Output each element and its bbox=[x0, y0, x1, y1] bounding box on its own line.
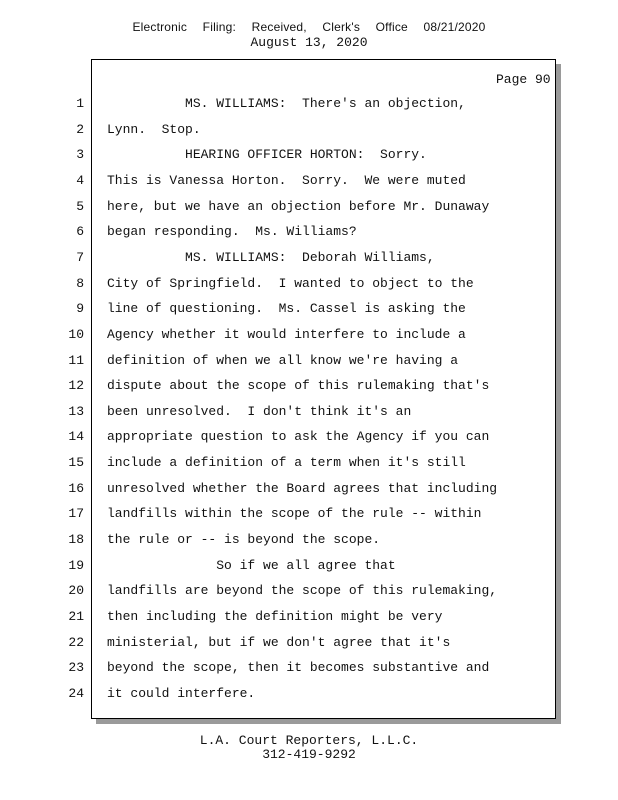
transcript-line-text: Agency whether it would interfere to include a bbox=[107, 327, 466, 342]
filing-stamp bbox=[0, 20, 618, 34]
reporter-phone: 312-419-9292 bbox=[262, 747, 356, 762]
filing-word-filing: Filing: bbox=[202, 20, 237, 34]
transcript-line-text: MS. WILLIAMS: There's an objection, bbox=[107, 96, 466, 111]
filing-word-electronic: Electronic bbox=[132, 20, 188, 34]
line-number: 16 bbox=[68, 481, 84, 496]
transcript-line-text: here, but we have an objection before Mr. Dunaway bbox=[107, 199, 490, 214]
transcript-line-text: landfills are beyond the scope of this rulemaking, bbox=[107, 583, 498, 598]
line-number: 9 bbox=[76, 301, 84, 316]
line-number: 5 bbox=[76, 199, 84, 214]
transcript-line-text: unresolved whether the Board agrees that including bbox=[107, 481, 498, 496]
transcript-line-text: include a definition of a term when it's still bbox=[107, 455, 466, 470]
transcript-line-text: appropriate question to ask the Agency if you can bbox=[107, 429, 490, 444]
transcript-line-text: definition of when we all know we're having a bbox=[107, 353, 459, 368]
transcript-line-text: landfills within the scope of the rule -- within bbox=[107, 506, 482, 521]
line-number: 6 bbox=[76, 224, 84, 239]
line-number: 4 bbox=[76, 173, 84, 188]
line-number: 17 bbox=[68, 506, 84, 521]
line-number: 15 bbox=[68, 455, 84, 470]
line-number: 19 bbox=[68, 558, 84, 573]
transcript-line-text: So if we all agree that bbox=[107, 558, 396, 573]
line-number: 2 bbox=[76, 122, 84, 137]
transcript-date: August 13, 2020 bbox=[250, 35, 368, 50]
page-number: Page 90 bbox=[496, 72, 551, 87]
transcript-line-text: City of Springfield. I wanted to object to the bbox=[107, 276, 474, 291]
line-number: 23 bbox=[68, 660, 84, 675]
reporter-company: L.A. Court Reporters, L.L.C. bbox=[199, 733, 419, 748]
filing-word-office: Office bbox=[375, 20, 408, 34]
transcript-line-text: beyond the scope, then it becomes substantive and bbox=[107, 660, 490, 675]
line-number: 18 bbox=[68, 532, 84, 547]
transcript-line-text: began responding. Ms. Williams? bbox=[107, 224, 357, 239]
transcript-line-text: it could interfere. bbox=[107, 686, 256, 701]
transcript-line-text: HEARING OFFICER HORTON: Sorry. bbox=[107, 147, 427, 162]
line-number: 7 bbox=[76, 250, 84, 265]
line-number: 1 bbox=[76, 96, 84, 111]
transcript-line-text: This is Vanessa Horton. Sorry. We were muted bbox=[107, 173, 466, 188]
transcript-line-text: line of questioning. Ms. Cassel is asking the bbox=[107, 301, 466, 316]
filing-date: 08/21/2020 bbox=[423, 20, 486, 34]
line-number: 8 bbox=[76, 276, 84, 291]
transcript-line-text: then including the definition might be very bbox=[107, 609, 443, 624]
line-number: 14 bbox=[68, 429, 84, 444]
filing-word-received: Received, bbox=[251, 20, 307, 34]
transcript-line-text: Lynn. Stop. bbox=[107, 122, 201, 137]
transcript-line-text: been unresolved. I don't think it's an bbox=[107, 404, 412, 419]
line-number: 13 bbox=[68, 404, 84, 419]
line-number: 22 bbox=[68, 635, 84, 650]
transcript-line-text: ministerial, but if we don't agree that it's bbox=[107, 635, 451, 650]
line-number: 12 bbox=[68, 378, 84, 393]
transcript-line-text: MS. WILLIAMS: Deborah Williams, bbox=[107, 250, 435, 265]
filing-word-clerks: Clerk's bbox=[322, 20, 361, 34]
line-number: 3 bbox=[76, 147, 84, 162]
line-number: 10 bbox=[68, 327, 84, 342]
line-number: 21 bbox=[68, 609, 84, 624]
line-number: 24 bbox=[68, 686, 84, 701]
line-number: 11 bbox=[68, 353, 84, 368]
transcript-line-text: the rule or -- is beyond the scope. bbox=[107, 532, 381, 547]
transcript-line-text: dispute about the scope of this rulemaking that's bbox=[107, 378, 490, 393]
line-number: 20 bbox=[68, 583, 84, 598]
